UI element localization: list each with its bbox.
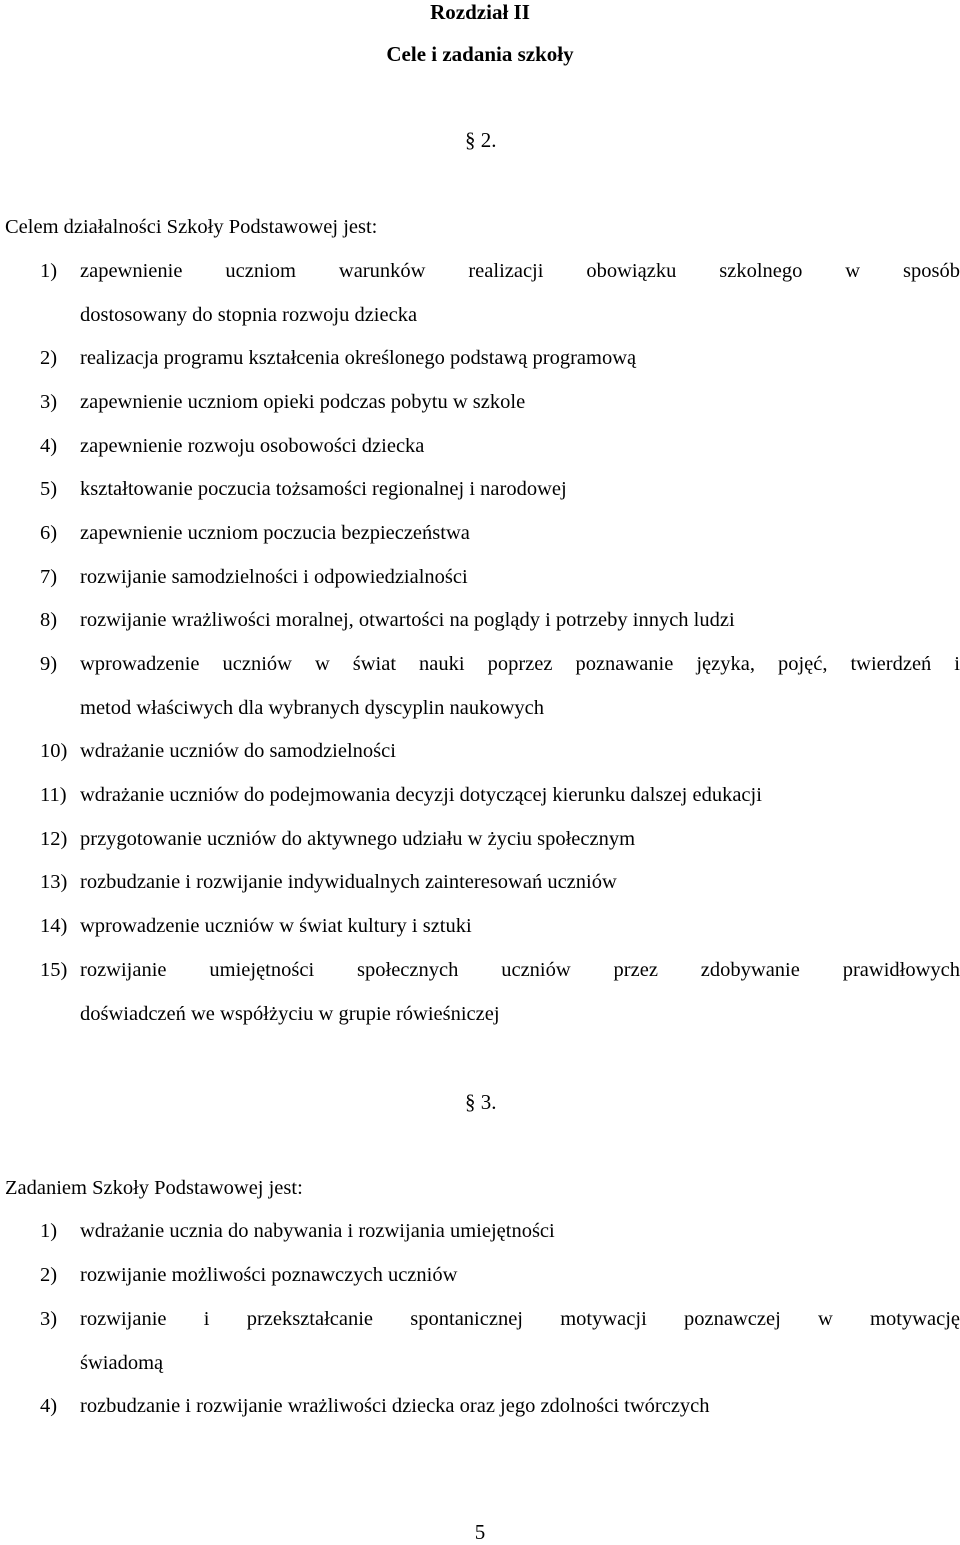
item-text-line: rozwijanie możliwości poznawczych uczniów [80, 1264, 458, 1286]
item-text-line: świadomą [80, 1352, 164, 1374]
item-text-line: wdrażanie uczniów do samodzielności [80, 740, 396, 762]
item-text-line: zapewnienie uczniom warunków realizacji obowiązku szkolnego w sposób [80, 260, 960, 282]
item-number: 7) [40, 566, 58, 588]
item-number: 12) [40, 828, 68, 850]
item-text-line: przygotowanie uczniów do aktywnego udziału w życiu społecznym [80, 828, 636, 850]
item-text-line: wprowadzenie uczniów w świat nauki poprzez poznawanie języka, pojęć, twierdzeń i [80, 653, 960, 675]
item-text-line: realizacja programu kształcenia określonego podstawą programową [80, 347, 637, 369]
item-text-line: zapewnienie uczniom poczucia bezpieczeństwa [80, 522, 470, 544]
item-number: 2) [40, 347, 58, 369]
item-text-line: wdrażanie uczniów do podejmowania decyzji dotyczącej kierunku dalszej edukacji [80, 784, 762, 806]
item-text-line: wprowadzenie uczniów w świat kultury i sztuki [80, 915, 472, 937]
item-text-line: zapewnienie rozwoju osobowości dziecka [80, 435, 425, 457]
item-number: 11) [40, 784, 67, 806]
item-number: 3) [40, 1308, 58, 1330]
item-number: 5) [40, 478, 58, 500]
section-mark-2: § 2. [465, 128, 497, 152]
item-number: 4) [40, 1395, 58, 1417]
item-number: 15) [40, 959, 68, 981]
item-number: 14) [40, 915, 68, 937]
item-number: 8) [40, 609, 58, 631]
item-text-line: rozwijanie wrażliwości moralnej, otwartości na poglądy i potrzeby innych ludzi [80, 609, 735, 631]
item-text-line: rozwijanie i przekształcanie spontanicznej motywacji poznawczej w motywację [80, 1308, 960, 1330]
chapter-title: Cele i zadania szkoły [386, 42, 574, 66]
section-2-intro: Celem działalności Szkoły Podstawowej jest: [5, 216, 378, 238]
item-text-line: rozwijanie samodzielności i odpowiedzialności [80, 566, 468, 588]
item-text-line: rozbudzanie i rozwijanie indywidualnych zainteresowań uczniów [80, 871, 617, 893]
item-text-line: rozbudzanie i rozwijanie wrażliwości dziecka oraz jego zdolności twórczych [80, 1395, 710, 1417]
item-text-line: rozwijanie umiejętności społecznych uczniów przez zdobywanie prawidłowych [80, 959, 960, 981]
page-number: 5 [474, 1520, 486, 1544]
item-text-line: doświadczeń we współżyciu w grupie rówieśniczej [80, 1003, 500, 1025]
item-text-line: zapewnienie uczniom opieki podczas pobytu w szkole [80, 391, 526, 413]
item-number: 13) [40, 871, 68, 893]
item-number: 1) [40, 1220, 58, 1242]
item-number: 4) [40, 435, 58, 457]
item-text-line: wdrażanie ucznia do nabywania i rozwijania umiejętności [80, 1220, 555, 1242]
item-number: 2) [40, 1264, 58, 1286]
item-number: 3) [40, 391, 58, 413]
section-3-intro: Zadaniem Szkoły Podstawowej jest: [5, 1177, 303, 1199]
item-number: 10) [40, 740, 68, 762]
item-text-line: kształtowanie poczucia tożsamości regionalnej i narodowej [80, 478, 567, 500]
chapter-heading: Rozdział II [430, 0, 530, 24]
section-mark-3: § 3. [465, 1090, 497, 1114]
item-text-line: dostosowany do stopnia rozwoju dziecka [80, 304, 418, 326]
item-number: 9) [40, 653, 58, 675]
item-text-line: metod właściwych dla wybranych dyscyplin naukowych [80, 697, 544, 719]
item-number: 1) [40, 260, 58, 282]
item-number: 6) [40, 522, 58, 544]
